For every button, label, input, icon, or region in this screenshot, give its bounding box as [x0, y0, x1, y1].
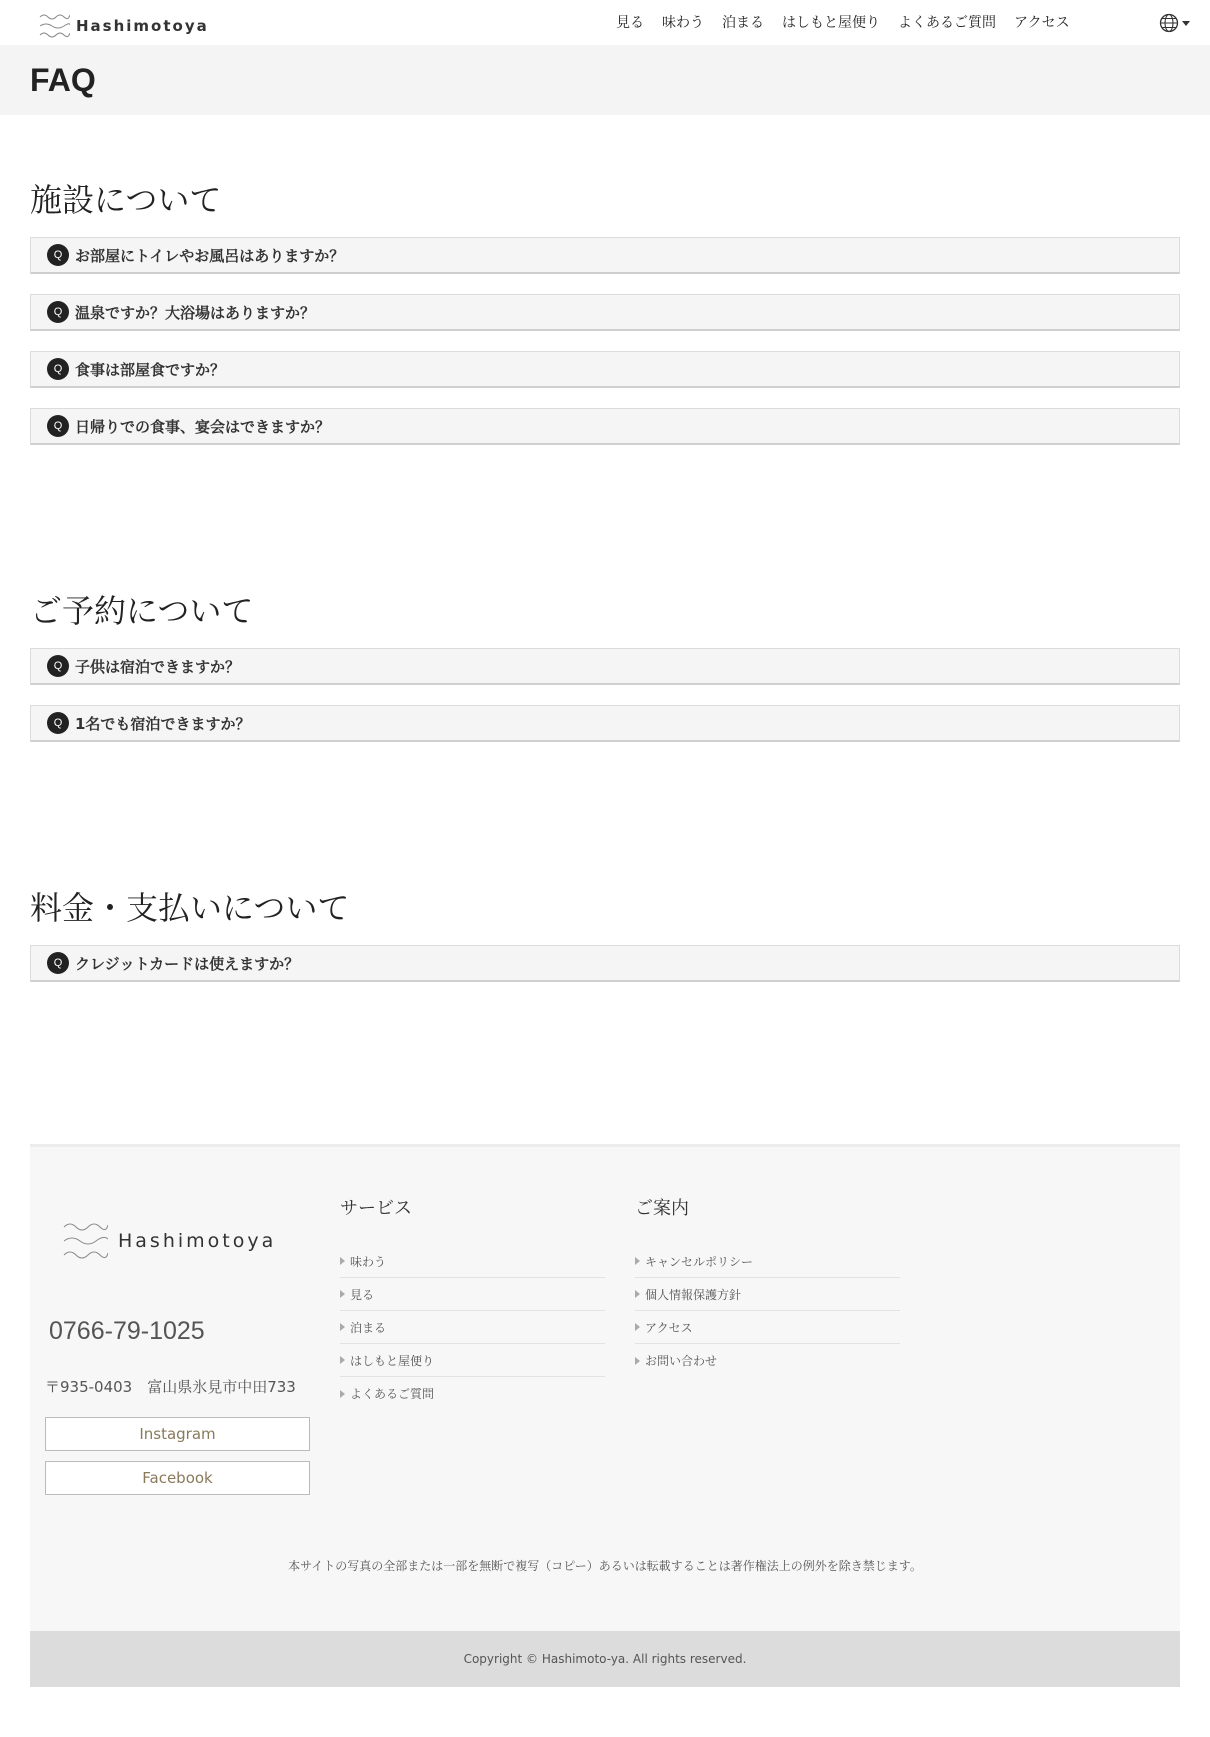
footer-services-title: サービス: [340, 1198, 412, 1219]
nav-item-news[interactable]: はしもと屋便り: [782, 15, 880, 31]
question-text: 温泉ですか？大浴場はありますか？: [75, 303, 316, 322]
caret-right-icon: [340, 1290, 345, 1298]
phone-number: 0766-79-1025: [49, 1317, 205, 1345]
footer-logo-text: Hashimotoya: [118, 1230, 277, 1252]
footer-link-label: 味わう: [350, 1254, 387, 1269]
question-text: 食事は部屋食ですか？: [75, 360, 226, 379]
footer-link-label: よくあるご質問: [350, 1387, 435, 1401]
caret-right-icon: [340, 1257, 345, 1265]
nav-item-faq[interactable]: よくあるご質問: [898, 15, 996, 31]
copyright-bar: Copyright © Hashimoto-ya. All rights reserved.: [30, 1631, 1180, 1687]
section-heading-facility: 施設について: [30, 181, 222, 219]
copyright-notice: 本サイトの写真の全部または一部を無断で複写（コピー）あるいは転載することは著作権法上の例外を除き禁じます。: [288, 1559, 922, 1573]
footer-link[interactable]: [635, 1344, 900, 1377]
caret-right-icon: [340, 1323, 345, 1331]
footer-link-label: はしもと屋便り: [350, 1353, 435, 1368]
caret-right-icon: [635, 1323, 640, 1331]
footer-link-label: お問い合わせ: [645, 1354, 718, 1368]
faq-question[interactable]: [30, 945, 1180, 982]
question-text: 日帰りでの食事、宴会はできますか？: [75, 417, 331, 436]
caret-right-icon: [635, 1257, 640, 1265]
site-footer: [30, 1144, 1180, 1631]
nav-item-see[interactable]: 見る: [616, 15, 644, 31]
footer-logo[interactable]: [62, 1219, 276, 1263]
section-heading-reservation: ご予約について: [30, 592, 254, 630]
site-header: [0, 0, 1210, 45]
site-logo[interactable]: [38, 10, 209, 42]
faq-question[interactable]: [30, 648, 1180, 685]
footer-link[interactable]: [340, 1377, 605, 1410]
logo-text: Hashimotoya: [76, 17, 209, 35]
q-badge-icon: Q: [47, 358, 69, 380]
footer-services-list: [340, 1245, 605, 1410]
instagram-button[interactable]: Instagram: [45, 1417, 310, 1451]
footer-link-label: 個人情報保護方針: [645, 1287, 742, 1302]
nav-item-stay[interactable]: 泊まる: [722, 15, 764, 31]
footer-info-list: [635, 1245, 900, 1377]
footer-info-title: ご案内: [635, 1198, 689, 1219]
nav-item-taste[interactable]: 味わう: [662, 15, 704, 31]
page-title-band: [0, 45, 1210, 115]
globe-icon: [1159, 13, 1179, 33]
section-heading-payment: 料金・支払いについて: [30, 889, 350, 927]
faq-question[interactable]: [30, 294, 1180, 331]
footer-link[interactable]: [635, 1278, 900, 1311]
wave-logo-icon: [38, 11, 70, 41]
q-badge-icon: Q: [47, 655, 69, 677]
footer-link[interactable]: [635, 1311, 900, 1344]
footer-link-label: 見る: [350, 1287, 375, 1302]
page-title: FAQ: [30, 62, 96, 98]
footer-link-label: アクセス: [645, 1320, 693, 1335]
caret-right-icon: [340, 1390, 345, 1398]
faq-question[interactable]: [30, 408, 1180, 445]
q-badge-icon: Q: [47, 712, 69, 734]
footer-link[interactable]: [340, 1311, 605, 1344]
chevron-down-icon: [1182, 21, 1190, 26]
footer-link[interactable]: [340, 1245, 605, 1278]
faq-question[interactable]: [30, 237, 1180, 274]
caret-right-icon: [635, 1290, 640, 1298]
facebook-button[interactable]: Facebook: [45, 1461, 310, 1495]
nav-item-access[interactable]: アクセス: [1014, 15, 1070, 31]
question-text: お部屋にトイレやお風呂はありますか？: [75, 246, 345, 265]
question-text: 子供は宿泊できますか？: [75, 657, 241, 676]
faq-question[interactable]: [30, 705, 1180, 742]
wave-logo-icon: [62, 1219, 108, 1263]
caret-right-icon: [635, 1357, 640, 1365]
footer-address: 〒935-0403 富山県氷見市中田733: [45, 1378, 296, 1396]
footer-link-label: キャンセルポリシー: [645, 1254, 754, 1269]
q-badge-icon: Q: [47, 952, 69, 974]
q-badge-icon: Q: [47, 301, 69, 323]
footer-link-label: 泊まる: [350, 1320, 387, 1335]
question-text: 1名でも宿泊できますか？: [75, 714, 251, 733]
footer-link[interactable]: [635, 1245, 900, 1278]
footer-phone[interactable]: [45, 1317, 205, 1346]
faq-question[interactable]: [30, 351, 1180, 388]
main-nav: [616, 12, 1088, 32]
q-badge-icon: Q: [47, 415, 69, 437]
q-badge-icon: Q: [47, 244, 69, 266]
footer-link[interactable]: [340, 1278, 605, 1311]
footer-link[interactable]: [340, 1344, 605, 1377]
language-switcher[interactable]: [1159, 13, 1190, 33]
caret-right-icon: [340, 1356, 345, 1364]
question-text: クレジットカードは使えますか？: [75, 954, 300, 973]
